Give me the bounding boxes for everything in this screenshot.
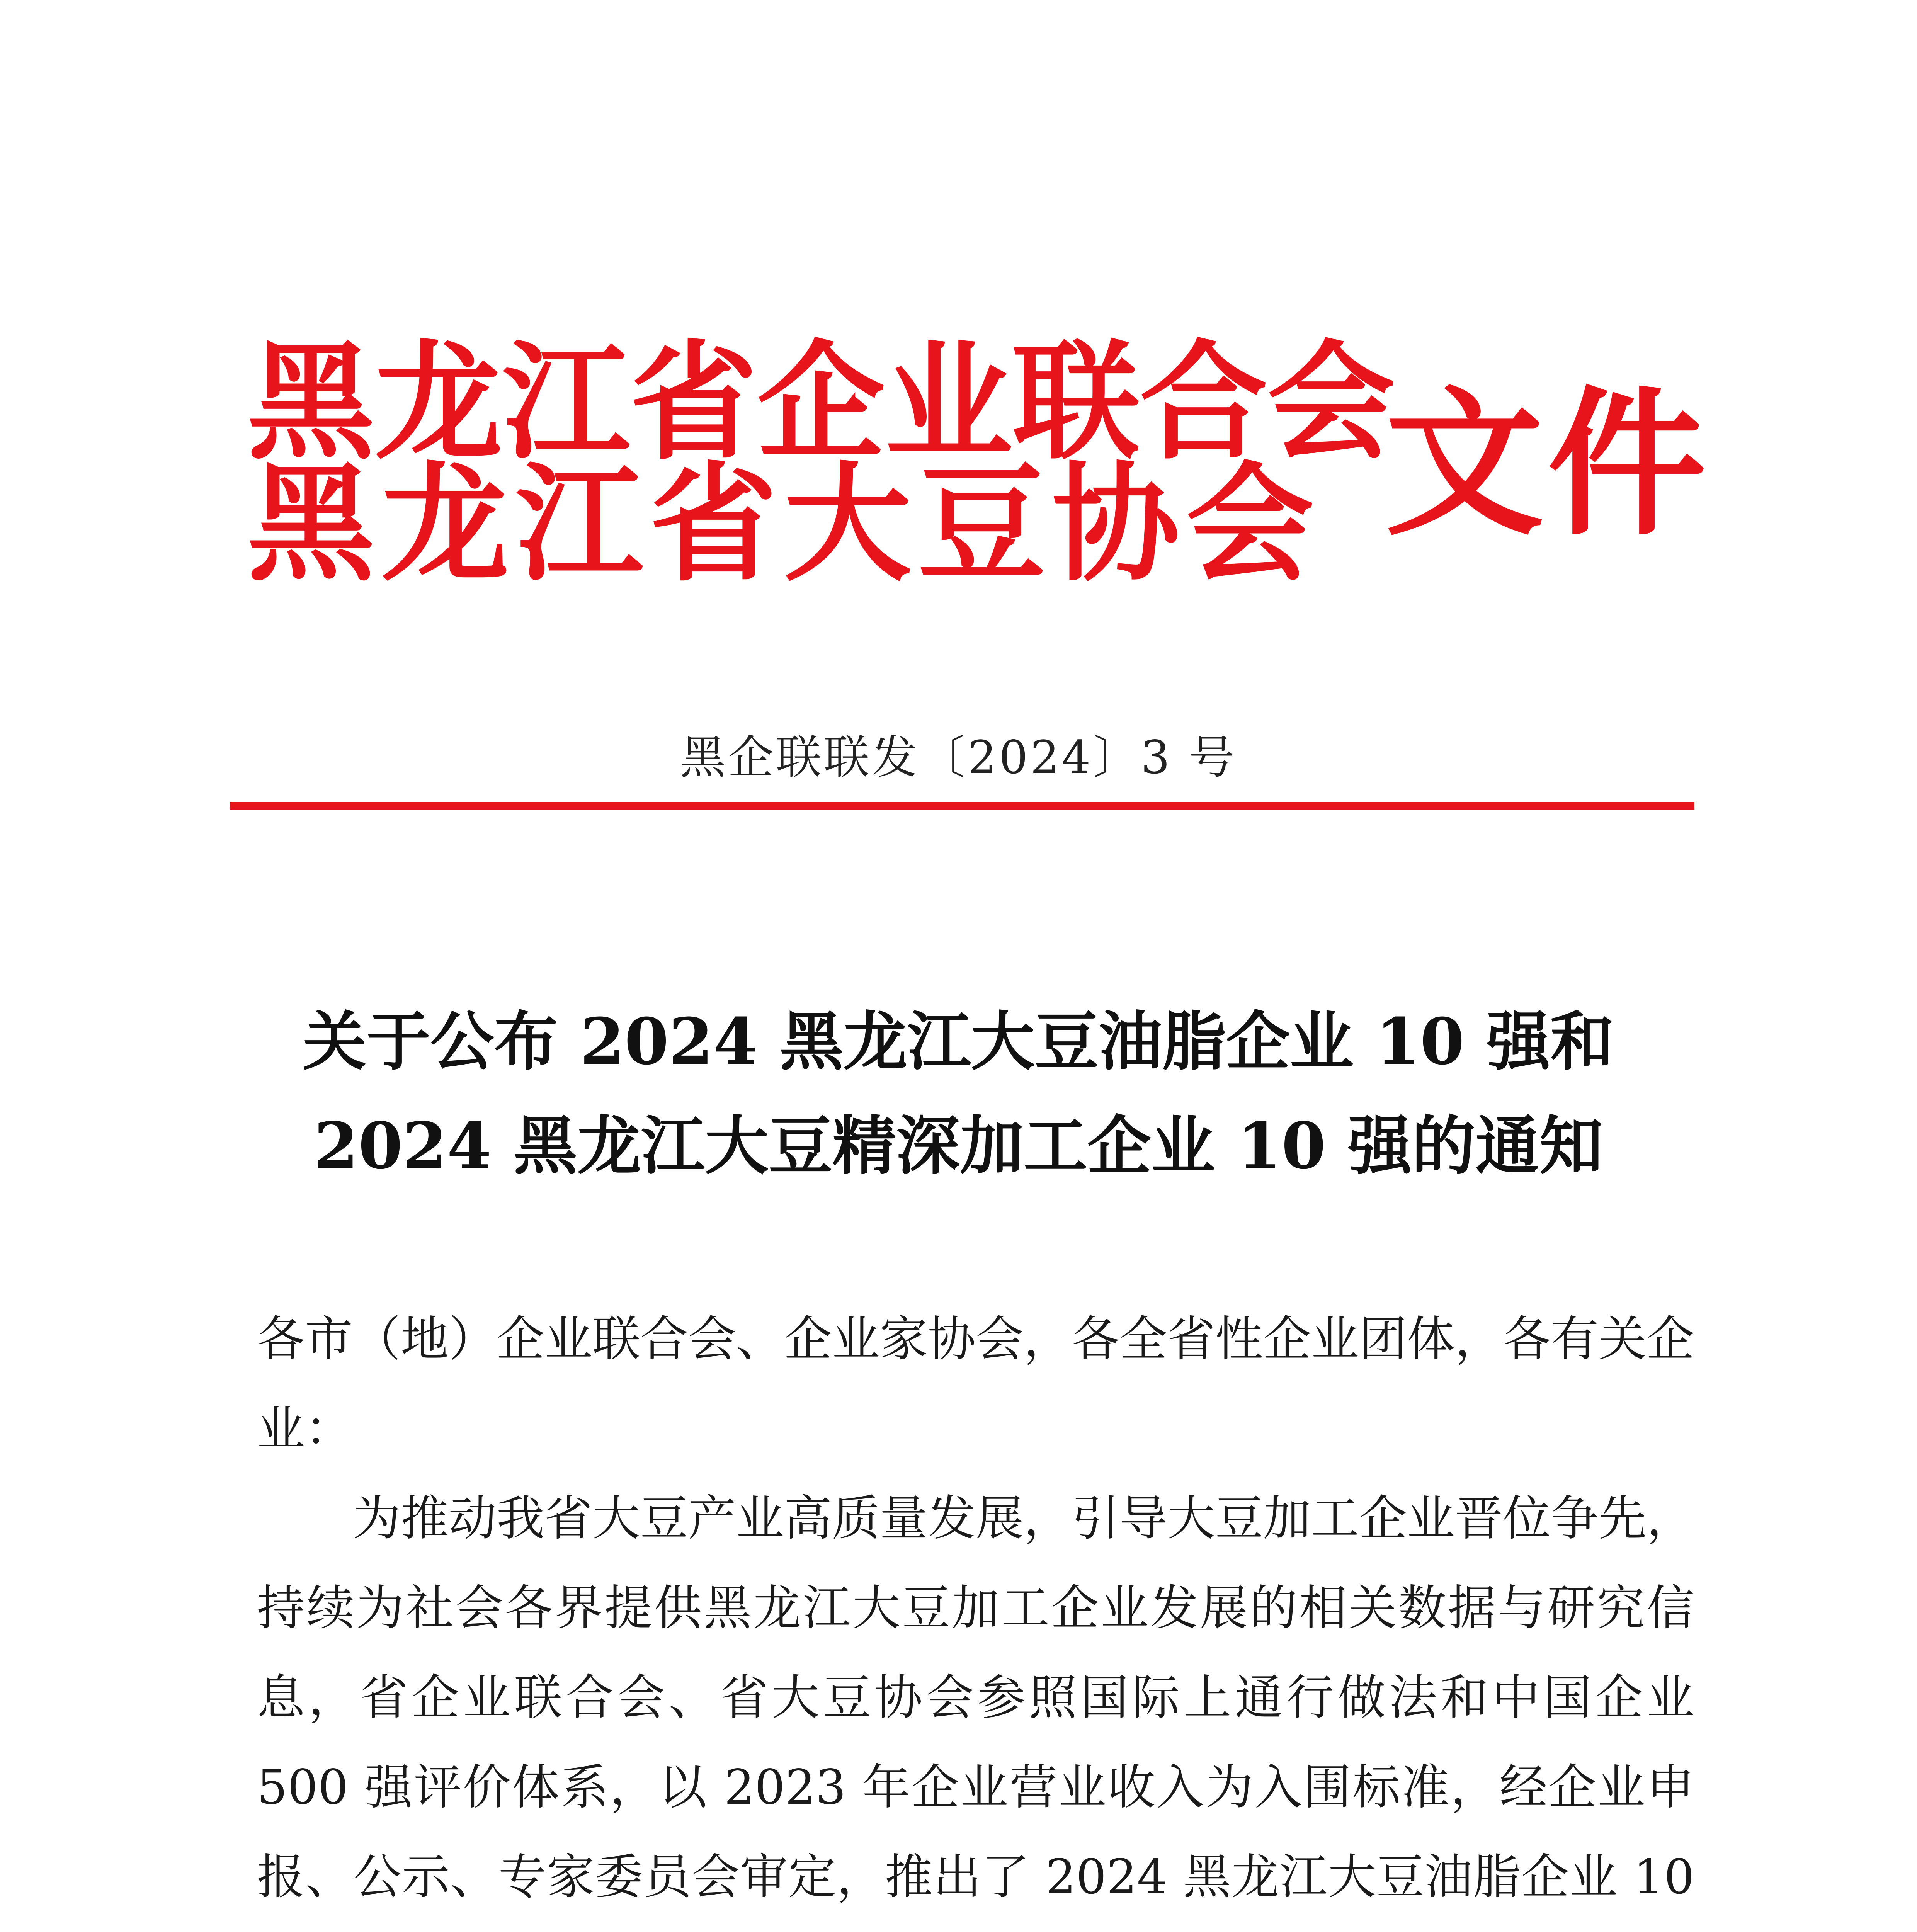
masthead-char: 联 <box>1012 327 1140 477</box>
masthead-char: 黑 <box>247 327 375 477</box>
title-line-1: 关于公布 2024 黑龙江大豆油脂企业 10 强和 <box>303 1004 1614 1079</box>
masthead-char: 豆 <box>918 449 1046 599</box>
masthead-char: 江 <box>515 449 643 599</box>
masthead-char: 业 <box>885 327 1012 477</box>
title-line-2: 2024 黑龙江大豆精深加工企业 10 强的通知 <box>314 1108 1603 1183</box>
masthead-char: 大 <box>784 449 912 599</box>
masthead-char: 会 <box>1186 449 1314 599</box>
masthead-char: 龙 <box>375 327 502 477</box>
document-suffix: 文件 <box>1385 371 1710 557</box>
issuer-name-2 <box>247 449 1314 599</box>
notice-title <box>0 989 1917 1198</box>
masthead-char: 协 <box>1052 449 1180 599</box>
document-number: 黑企联联发〔2024〕3 号 <box>680 731 1237 784</box>
masthead-char: 黑 <box>247 449 375 599</box>
masthead-char: 江 <box>502 327 630 477</box>
masthead-char: 企 <box>757 327 885 477</box>
notice-body <box>257 1294 1694 1932</box>
masthead-char: 合 <box>1140 327 1267 477</box>
body-paragraph-1: 为推动我省大豆产业高质量发展，引导大豆加工企业晋位争先，持续为社会各界提供黑龙江大豆加工企业发展的相关数据与研究信息，省企业联合会、省大豆协会参照国际上通行做法和中国企业 500 强评价体系，以 2023 年企业营业收入为入围标准，经企业申报、公示、专家委员会审定，推出了 2024 黑龙江大豆油脂企业 10 <box>257 1491 1695 1905</box>
masthead-char: 龙 <box>381 449 509 599</box>
salutation: 各市（地）企业联合会、企业家协会，各全省性企业团体，各有关企业： <box>257 1311 1695 1457</box>
red-masthead <box>247 325 1710 599</box>
masthead-char: 省 <box>630 327 757 477</box>
masthead-char: 省 <box>650 449 777 599</box>
red-divider-line <box>230 802 1694 810</box>
masthead-char: 会 <box>1267 327 1395 477</box>
